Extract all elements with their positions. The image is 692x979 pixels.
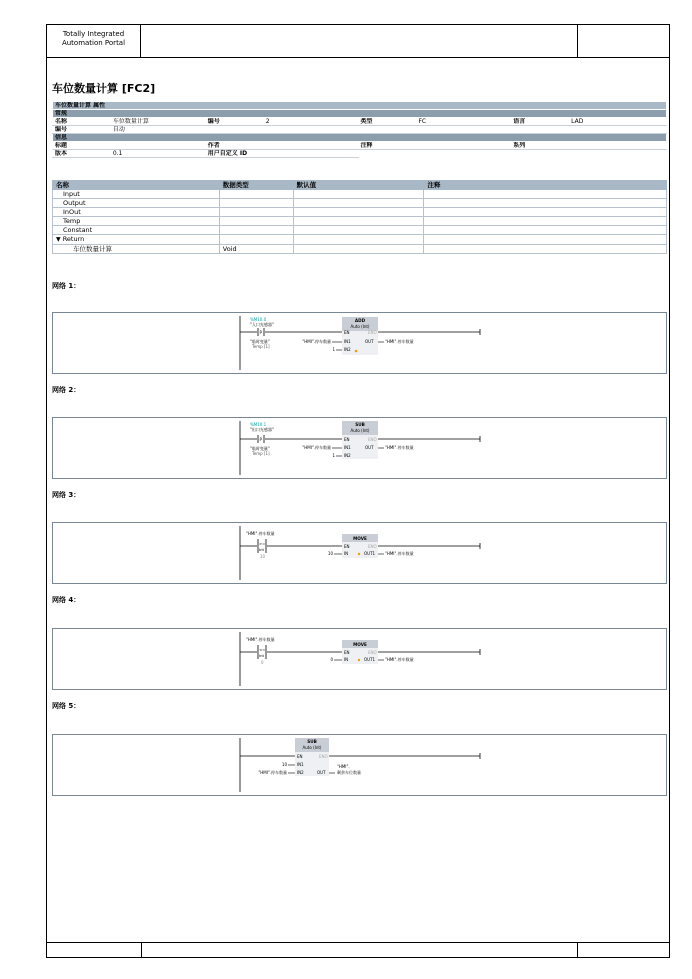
temp-addr: Temp [1] [252, 451, 270, 456]
network-1-diagram [52, 312, 667, 374]
out-value: "HMI".停车数量 [385, 657, 414, 662]
author-value [263, 142, 358, 150]
iface-row-default [293, 235, 424, 245]
in2-value: 1 [332, 347, 335, 352]
version-label: 版本 [53, 150, 111, 158]
comment-label: 注释 [358, 142, 416, 150]
number-value: 2 [263, 118, 358, 126]
userid-value [263, 150, 358, 158]
number-label: 编号 [205, 118, 263, 126]
iface-row-default [293, 217, 424, 226]
table-row [53, 235, 667, 245]
out-value: "HMI".停车数量 [385, 339, 414, 344]
pin-out1: OUT1 [364, 551, 376, 556]
iface-header-comment: 注释 [424, 181, 667, 190]
network-4-diagram [52, 628, 667, 690]
compare-variable: "HMI".停车数量 [246, 637, 275, 642]
iface-row-default [293, 199, 424, 208]
properties-table [52, 101, 667, 158]
network-4-title: 网络 4： [52, 596, 81, 604]
box-name: MOVE [353, 536, 367, 541]
comment-value [416, 142, 511, 150]
compare-op: <= [259, 647, 266, 652]
iface-row-type [219, 199, 293, 208]
network-3-title: 网络 3： [52, 491, 81, 499]
compare-value: 10 [260, 554, 266, 559]
title-label: 标题 [53, 142, 111, 150]
pin-in2: IN2 [297, 770, 304, 775]
network-2-diagram [52, 417, 667, 479]
triangle-down-icon[interactable]: ▼ [56, 236, 61, 243]
box-name: SUB [355, 422, 365, 427]
pin-eno: ENO [368, 330, 377, 335]
iface-row-name: 车位数量计算 [53, 245, 220, 254]
compare-type: Int [259, 547, 265, 552]
author-label: 作者 [205, 142, 263, 150]
interface-table [52, 180, 667, 254]
iface-row-type: Void [219, 245, 293, 254]
header-line-2: Automation Portal [61, 39, 126, 47]
warning-icon [358, 659, 360, 661]
temp-name: "临时变量" [250, 446, 270, 451]
block-title: 车位数量计算 [FC2] [52, 82, 156, 95]
iface-header-type: 数据类型 [219, 181, 293, 190]
contact-name: "出口光感器" [250, 427, 274, 432]
page-frame [46, 24, 670, 958]
out-value: "HMI".停车数量 [385, 551, 414, 556]
pin-in: IN [344, 657, 349, 662]
pin-in2: IN2 [344, 347, 351, 352]
table-row [53, 199, 667, 208]
pin-in1: IN1 [297, 762, 304, 767]
lang-label: 语言 [511, 118, 569, 126]
temp-name: "临时变量" [250, 339, 270, 344]
contact-address: %M10.1 [250, 422, 267, 427]
contact-address: %M10.0 [250, 317, 267, 322]
iface-row-comment [424, 217, 667, 226]
table-row [53, 190, 667, 199]
network-5-title: 网络 5： [52, 702, 81, 710]
pin-out: OUT [365, 339, 374, 344]
iface-row-type [219, 208, 293, 217]
pin-out1: OUT1 [364, 657, 376, 662]
iface-row-comment [424, 226, 667, 235]
iface-row-default [293, 226, 424, 235]
page-footer [47, 942, 669, 958]
pin-in: IN [344, 551, 349, 556]
in2-value: 1 [332, 453, 335, 458]
pin-out: OUT [317, 770, 326, 775]
iface-row-comment [424, 245, 667, 254]
iface-row-name: Output [53, 199, 220, 208]
iface-row-name [53, 235, 220, 245]
in1-value: "HMI".停车数量 [302, 445, 331, 450]
contact-symbol: P [259, 437, 262, 442]
iface-row-comment [424, 235, 667, 245]
iface-row-comment [424, 190, 667, 199]
iface-header-default: 默认值 [293, 181, 424, 190]
warning-icon [355, 350, 358, 353]
lang-value: LAD [569, 118, 667, 126]
compare-variable: "HMI".停车数量 [246, 531, 275, 536]
props-info: 信息 [53, 134, 667, 142]
footer-divider-left [141, 943, 142, 958]
in1-value: "HMI".停车数量 [302, 339, 331, 344]
family-value [569, 142, 667, 150]
in1-value: 10 [281, 762, 287, 767]
box-type: Auto (Int) [350, 324, 370, 329]
network-2-title: 网络 2： [52, 386, 81, 394]
iface-row-name: InOut [53, 208, 220, 217]
version-value: 0.1 [110, 150, 205, 158]
header-logo-text [47, 25, 141, 57]
temp-addr: Temp [1] [252, 344, 270, 349]
contact-symbol: P [259, 330, 262, 335]
header-line-1: Totally Integrated [62, 30, 125, 38]
pin-out: OUT [365, 445, 374, 450]
warning-icon [358, 553, 360, 555]
table-row [53, 226, 667, 235]
pin-en: EN [344, 650, 350, 655]
userid-label: 用户自定义 ID [205, 150, 263, 158]
type-value: FC [416, 118, 511, 126]
box-name: MOVE [353, 642, 367, 647]
title-value [110, 142, 205, 150]
iface-row-default [293, 245, 424, 254]
family-label: 系列 [511, 142, 569, 150]
compare-value: 0 [261, 660, 264, 665]
pin-eno: ENO [368, 650, 377, 655]
out-value: "HMI".停车数量 [385, 445, 414, 450]
iface-row-name: Constant [53, 226, 220, 235]
pin-en: EN [344, 330, 350, 335]
iface-row-default [293, 190, 424, 199]
box-name: SUB [307, 739, 317, 744]
props-general: 常规 [53, 110, 667, 118]
pin-eno: ENO [368, 544, 377, 549]
in-value: 10 [327, 551, 333, 556]
pin-en: EN [344, 437, 350, 442]
iface-row-type [219, 190, 293, 199]
network-1-title: 网络 1： [52, 282, 81, 290]
pin-in1: IN1 [344, 445, 351, 450]
iface-header-name: 名称 [53, 181, 220, 190]
name-value: 车位数量计算 [110, 118, 205, 126]
iface-row-name-text: Return [62, 235, 85, 243]
pin-in1: IN1 [344, 339, 351, 344]
pin-eno: ENO [319, 754, 328, 759]
in2-value: "HMI".停车数量 [258, 770, 287, 775]
table-row [53, 245, 667, 254]
iface-row-comment [424, 208, 667, 217]
empty-cell [358, 150, 666, 158]
iface-row-default [293, 208, 424, 217]
header-divider [577, 25, 578, 57]
iface-row-comment [424, 199, 667, 208]
contact-name: "入口光感器" [250, 322, 274, 327]
pin-en: EN [344, 544, 350, 549]
type-label: 类型 [358, 118, 416, 126]
box-name: ADD [354, 318, 366, 323]
network-5-diagram [52, 734, 667, 796]
name-label: 名称 [53, 118, 111, 126]
in-value: 0 [330, 657, 333, 662]
table-row [53, 217, 667, 226]
pin-en: EN [297, 754, 303, 759]
page-header [47, 25, 669, 58]
pin-eno: ENO [368, 437, 377, 442]
footer-divider-right [577, 943, 578, 958]
compare-op: >= [259, 541, 266, 546]
numbering-value: 自动 [110, 126, 205, 134]
table-row [53, 208, 667, 217]
iface-row-type [219, 235, 293, 245]
iface-row-type [219, 226, 293, 235]
iface-row-name: Input [53, 190, 220, 199]
out-value-line1: "HMI". [337, 764, 350, 769]
out-value-line2: 剩余车位数量 [337, 770, 361, 775]
box-type: Auto (Int) [302, 745, 322, 750]
numbering-label: 编号 [53, 126, 111, 134]
empty-cell [205, 126, 666, 134]
iface-row-name: Temp [53, 217, 220, 226]
props-section-title: 车位数量计算 属性 [53, 102, 667, 110]
pin-in2: IN2 [344, 453, 351, 458]
iface-row-type [219, 217, 293, 226]
compare-type: Int [259, 653, 265, 658]
box-type: Auto (Int) [350, 428, 370, 433]
network-3-diagram [52, 522, 667, 584]
